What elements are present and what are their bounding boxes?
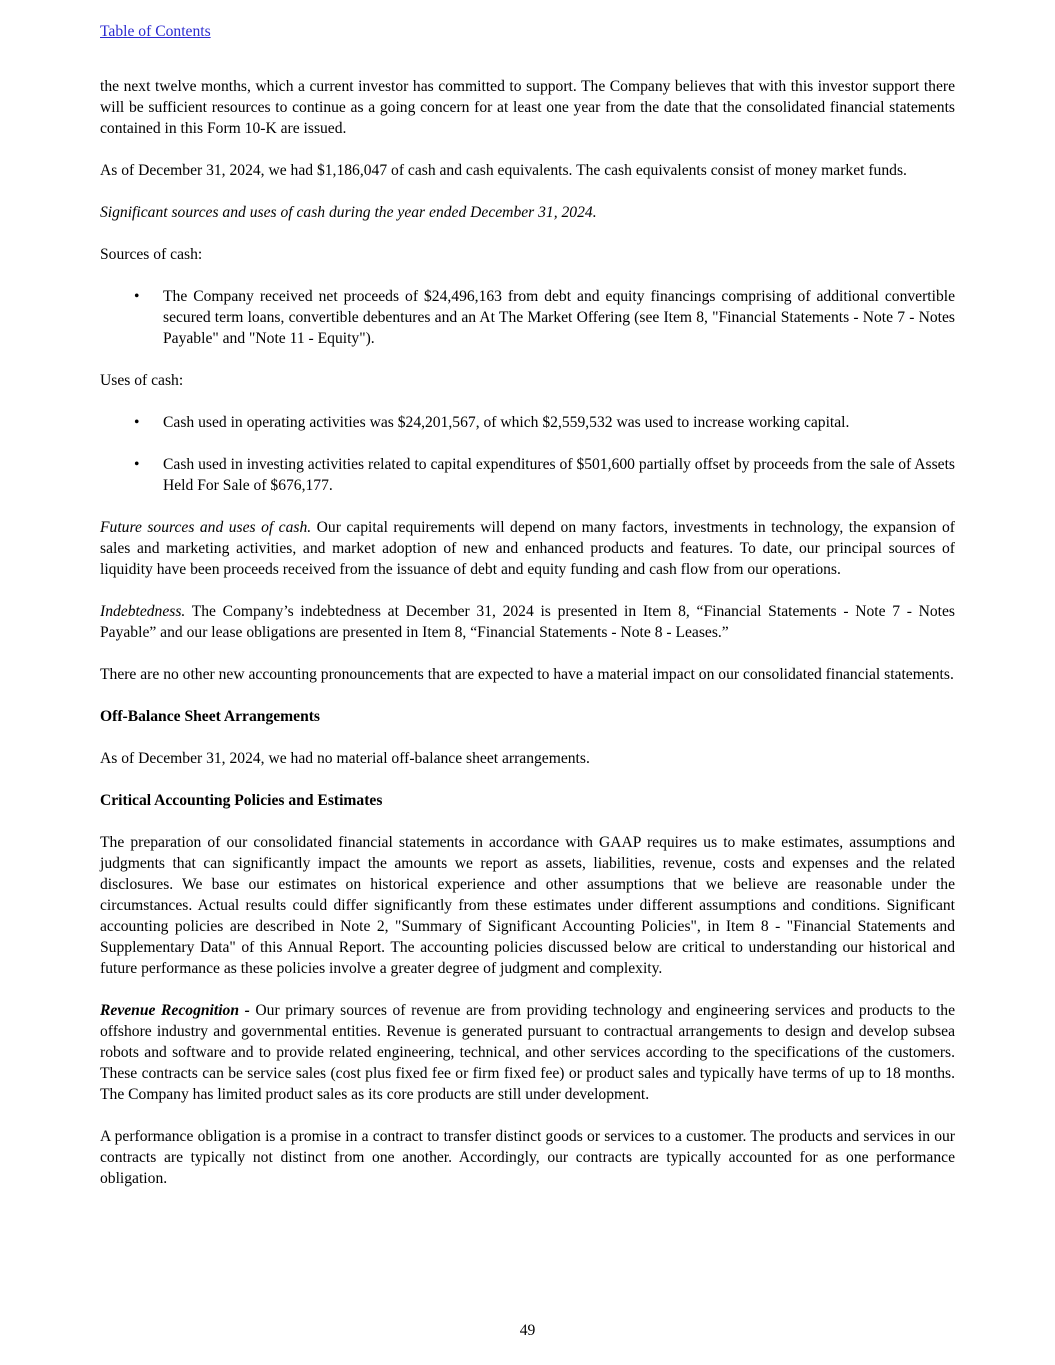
sources-of-cash-label: Sources of cash: bbox=[100, 246, 203, 263]
significant-sources-subheading: Significant sources and uses of cash during the year ended December 31, 2024. bbox=[100, 204, 597, 221]
indebtedness-body: The Company’s indebtedness at December 31, 2024 is presented in Item 8, “Financial Statements - Note 7 - Notes Payable” and our lease obligations are presented in Item 8, “Financial Statements - Note 8 - Leases.” bbox=[100, 603, 955, 641]
list-item-text: Cash used in investing activities related to capital expenditures of $501,600 partially offset by proceeds from the sale of Assets Held For Sale of $676,177. bbox=[163, 456, 955, 494]
paragraph-going-concern: the next twelve months, which a current investor has committed to support. The Company believes that with this investor support there will be sufficient resources to continue as a going concern for at least one year from the date that the consolidated financial statements contained in this Form 10-K are issued. bbox=[100, 78, 955, 137]
revenue-recognition-body: Our primary sources of revenue are from providing technology and engineering services and products to the offshore industry and governmental entities. Revenue is generated pursuant to contractual arrangements to design and develop subsea robots and software and to provide related engineering, technical, and other services according to the specifications of the customers. These contracts can be service sales (cost plus fixed fee or firm fixed fee) or product sales and typically have terms of up to 18 months. The Company has limited product sales as its core products are still under development. bbox=[100, 1002, 956, 1103]
paragraph-future-sources bbox=[100, 517, 955, 580]
list-item-text: The Company received net proceeds of $24,496,163 from debt and equity financings comprising of additional convertible secured term loans, convertible debentures and an At The Market Offering (see Item 8, "Financial Statements - Note 7 - Notes Payable" and "Note 11 - Equity"). bbox=[163, 288, 955, 347]
future-sources-body: Our capital requirements will depend on many factors, investments in technology, the expansion of sales and marketing activities, and market adoption of new and enhanced products and features. To date, our principal sources of liquidity have been proceeds received from the issuance of debt and equity funding and cash flow from our operations. bbox=[100, 519, 955, 578]
bullet-icon: • bbox=[134, 414, 140, 431]
page-number: 49 bbox=[519, 1322, 536, 1339]
table-of-contents-link[interactable]: Table of Contents bbox=[100, 23, 211, 40]
heading-off-balance-sheet: Off-Balance Sheet Arrangements bbox=[100, 708, 321, 725]
bullet-icon: • bbox=[134, 288, 140, 305]
bullet-icon: • bbox=[134, 456, 140, 473]
paragraph-critical-accounting: The preparation of our consolidated financial statements in accordance with GAAP requires us to make estimates, assumptions and judgments that can significantly impact the amounts we report as assets, liabilities, revenue, costs and expenses and the related disclosures. We base our estimates on historical experience and other assumptions that we believe are reasonable under the circumstances. Actual results could differ significantly from these estimates under different assumptions and conditions. Significant accounting policies are described in Note 2, "Summary of Significant Accounting Policies", in Item 8 - "Financial Statements and Supplementary Data" of this Annual Report. The accounting policies discussed below are critical to understanding our historical and future performance as these policies involve a greater degree of judgment and complexity. bbox=[100, 834, 955, 977]
list-item-sources-1 bbox=[100, 286, 955, 349]
list-item-uses-1 bbox=[100, 412, 955, 433]
list-item-text: Cash used in operating activities was $24,201,567, of which $2,559,532 was used to increase working capital. bbox=[163, 414, 850, 431]
paragraph-off-balance: As of December 31, 2024, we had no material off-balance sheet arrangements. bbox=[100, 750, 590, 767]
paragraph-revenue-recognition bbox=[100, 1000, 955, 1105]
heading-critical-accounting: Critical Accounting Policies and Estimates bbox=[100, 792, 383, 809]
revenue-recognition-lead: Revenue Recognition - bbox=[100, 1002, 250, 1019]
list-item-uses-2 bbox=[100, 454, 955, 496]
paragraph-performance-obligation: A performance obligation is a promise in a contract to transfer distinct goods or services to a customer. The products and services in our contracts are typically not distinct from one another. Accordingly, our contracts are typically accounted for as one performance obligation. bbox=[100, 1128, 955, 1187]
indebtedness-lead: Indebtedness. bbox=[100, 603, 186, 620]
paragraph-pronouncements: There are no other new accounting pronouncements that are expected to have a material impact on our consolidated financial statements. bbox=[100, 666, 954, 683]
future-sources-lead: Future sources and uses of cash. bbox=[100, 519, 312, 536]
paragraph-indebtedness bbox=[100, 601, 955, 643]
uses-of-cash-label: Uses of cash: bbox=[100, 372, 184, 389]
breadcrumb bbox=[100, 21, 955, 42]
paragraph-cash-position: As of December 31, 2024, we had $1,186,047 of cash and cash equivalents. The cash equivalents consist of money market funds. bbox=[100, 162, 907, 179]
